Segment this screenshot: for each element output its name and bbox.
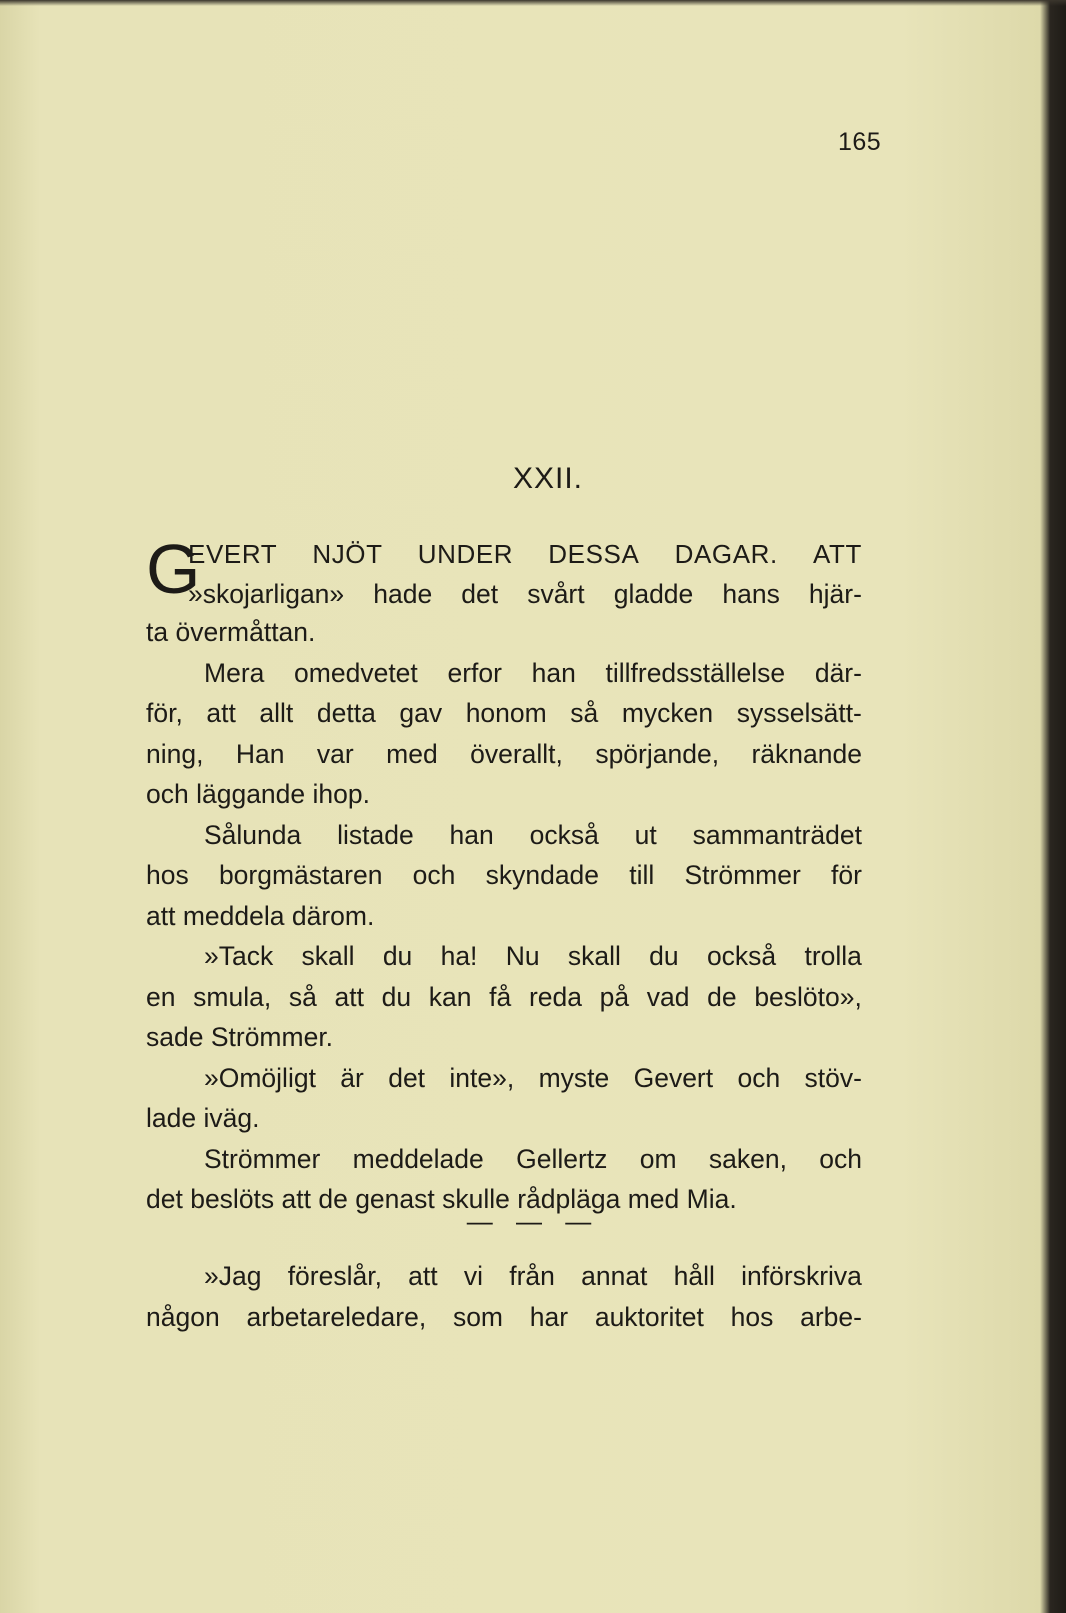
word: stöv- (804, 1062, 862, 1093)
text-line (146, 815, 862, 856)
heading-word: EVERT (188, 539, 278, 569)
word: där- (814, 657, 862, 688)
word: Mera (204, 657, 265, 688)
word: var (316, 738, 354, 769)
text-line (146, 936, 862, 977)
text-line: och läggande ihop. (146, 779, 370, 809)
word: »Tack (204, 941, 274, 971)
word: sysselsätt- (736, 698, 862, 728)
word: arbetareledare, (246, 1301, 427, 1332)
word: också (529, 819, 599, 850)
word: ut (634, 819, 657, 850)
text-line (146, 1256, 862, 1297)
text-line (146, 1297, 862, 1338)
word: smula, (193, 981, 272, 1012)
word: arbe- (800, 1301, 862, 1332)
text-line (146, 734, 862, 775)
word: annat (581, 1261, 648, 1291)
word: hos (146, 860, 189, 890)
word: kan (428, 981, 472, 1012)
word: han (449, 819, 494, 850)
word: de (707, 981, 737, 1012)
word: så (570, 698, 599, 728)
heading-word: ATT (812, 539, 862, 569)
word: skyndade (485, 860, 600, 890)
word: omedvetet (294, 657, 418, 688)
word: och (819, 1143, 862, 1174)
word: »Jag (204, 1261, 262, 1291)
word: »skojarligan» (188, 579, 345, 609)
word: »Omöjligt (204, 1062, 316, 1093)
word: hos (730, 1301, 774, 1332)
word: sammanträdet (692, 819, 862, 850)
word: har (529, 1301, 569, 1332)
word: för (831, 860, 862, 890)
word: tillfredsställelse (605, 657, 786, 688)
word: du (382, 941, 413, 971)
word: är (340, 1062, 364, 1093)
text-line: sade Strömmer. (146, 1022, 334, 1052)
word: ning, (146, 738, 204, 769)
word: någon (146, 1301, 220, 1332)
word: hade (373, 579, 433, 609)
word: överallt, (470, 738, 563, 769)
word: Gevert (633, 1062, 714, 1093)
word: saken, (708, 1143, 787, 1174)
word: meddelade (352, 1143, 484, 1174)
word: också (706, 941, 777, 971)
word: så (288, 981, 317, 1012)
word: en (146, 981, 176, 1012)
word: införskriva (741, 1261, 862, 1291)
section-separator: — — — (466, 1206, 600, 1236)
text-line: ta övermåttan. (146, 617, 316, 647)
word: med (386, 738, 438, 769)
word: från (509, 1261, 555, 1291)
word: han (531, 657, 576, 688)
heading-word: NJÖT (312, 539, 383, 569)
word: auktoritet (594, 1301, 704, 1332)
word: du (381, 981, 412, 1012)
word: du (649, 941, 679, 971)
text-line (146, 855, 862, 896)
word: erfor (447, 657, 502, 688)
page-top-edge (0, 0, 1066, 6)
opening-second-line (188, 576, 862, 612)
word: vad (646, 981, 690, 1012)
word: trolla (804, 941, 862, 971)
word: reda (528, 981, 582, 1012)
word: om (639, 1143, 677, 1174)
final-paragraph (146, 1256, 862, 1337)
word: få (489, 981, 512, 1012)
word: Strömmer (204, 1143, 321, 1174)
text-line: att meddela därom. (146, 900, 375, 931)
word: mycken (621, 698, 714, 728)
chapter-title: XXII. (512, 462, 584, 495)
body-text (146, 612, 862, 1220)
text-line (146, 693, 862, 734)
word: det (388, 1062, 426, 1093)
word: borgmästaren (218, 860, 383, 890)
word: skall (301, 941, 355, 971)
word: hans (722, 579, 780, 609)
word: att (206, 698, 236, 728)
word: som (452, 1301, 504, 1332)
word: vi (463, 1261, 483, 1291)
word: och (737, 1062, 781, 1093)
word: listade (337, 819, 414, 850)
word: gladde (613, 579, 694, 609)
word: på (599, 981, 630, 1012)
heading-word: DAGAR. (674, 539, 778, 569)
word: honom (465, 698, 547, 728)
opening-heading-line (188, 536, 862, 572)
word: till (629, 860, 655, 890)
word: skall (567, 941, 621, 971)
text-line (146, 653, 862, 694)
word: gav (399, 698, 443, 728)
word: räknande (751, 738, 862, 769)
word: inte», (449, 1062, 515, 1093)
text-line (146, 1058, 862, 1099)
text-line (146, 977, 862, 1018)
heading-word: DESSA (548, 539, 640, 569)
word: hjär- (808, 579, 862, 609)
word: svårt (527, 579, 585, 609)
word: Nu (505, 941, 540, 971)
word: föreslår, (287, 1261, 382, 1291)
word: ha! (440, 941, 478, 971)
text-line: det beslöts att de genast skulle rådpläga med Mia. (146, 1184, 737, 1214)
word: Gellertz (516, 1143, 608, 1174)
text-line (146, 1139, 862, 1180)
word: att (334, 981, 364, 1012)
word: det (461, 579, 499, 609)
word: beslöto», (754, 981, 862, 1012)
word: myste (538, 1062, 610, 1093)
word: spörjande, (595, 738, 720, 769)
word: Strömmer (684, 860, 801, 890)
word: att (408, 1261, 438, 1291)
word: för, (146, 698, 183, 728)
word: och (412, 860, 456, 890)
word: allt (259, 698, 294, 728)
drop-cap: G (146, 530, 201, 608)
word: detta (316, 698, 376, 728)
heading-word: UNDER (417, 539, 514, 569)
word: håll (673, 1261, 715, 1291)
word: Sålunda (204, 819, 302, 850)
word: Han (235, 738, 285, 769)
text-line: lade iväg. (146, 1103, 260, 1133)
page-number: 165 (838, 128, 882, 156)
